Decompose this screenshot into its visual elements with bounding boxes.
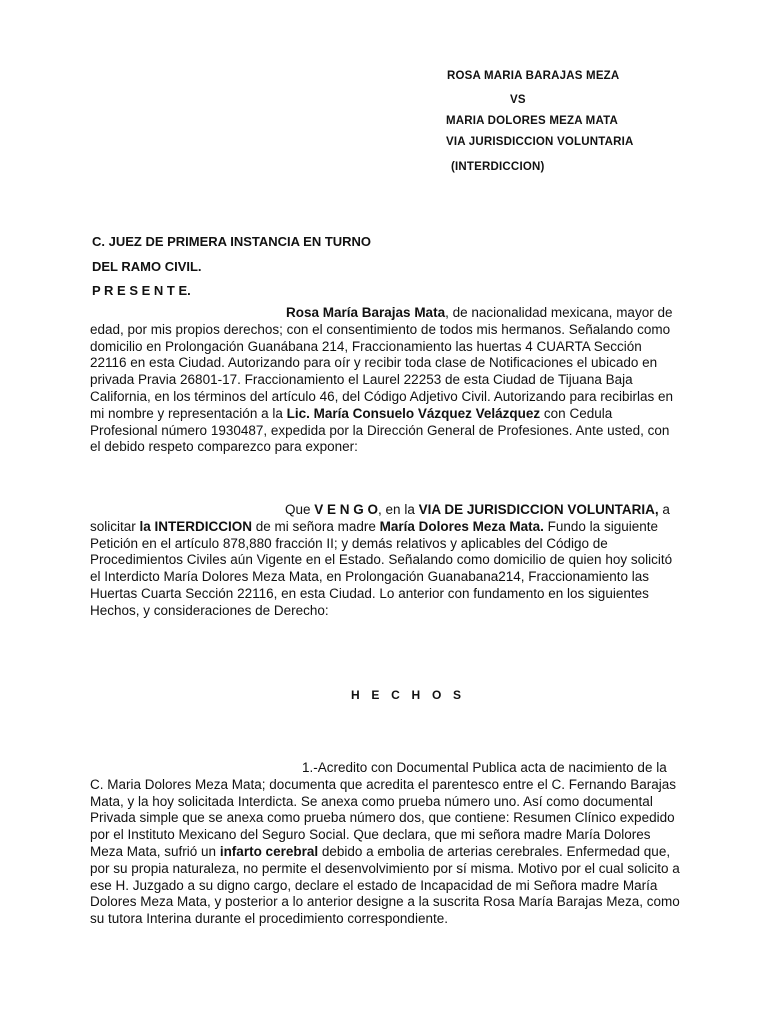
petition-paragraph [90, 502, 682, 620]
fact-1-paragraph [90, 760, 682, 928]
petition-interdiccion: la INTERDICCION [139, 518, 253, 534]
addressee-judge: C. JUEZ DE PRIMERA INSTANCIA EN TURNO [92, 234, 372, 249]
petition-text-4: de mi señora madre [252, 518, 380, 534]
petition-mother: María Dolores Meza Mata. [379, 518, 544, 534]
intro-text-2: con Cedula Profesional número 1930487, expedida por la Dirección General de Profesiones. Ante usted, con el debido respeto comparezco para exponer: [90, 405, 670, 455]
petition-via: VIA DE JURISDICCION VOLUNTARIA, [418, 502, 659, 517]
fact-1-text-1: 1.-Acredito con Documental Publica acta de nacimiento de la C. Maria Dolores Meza Mata; documenta que acredita el parentesco entre el C. Fernando Barajas Mata, y la hoy solicitada Interdicta. Se anexa como prueba número uno. Así como documental Privada simple que se anexa como prueba número dos, que contiene: Resumen Clínico expedido por el Instituto Mexicano del Seguro Social. Que declara, que mi señora madre María Dolores Meza Mata, sufrió un [90, 760, 677, 859]
petition-vengo: V E N G O [314, 502, 379, 517]
addressee-branch: DEL RAMO CIVIL. [92, 259, 202, 274]
petition-text-3: a solicitar [90, 502, 670, 534]
lawyer-name: Lic. María Consuelo Vázquez Velázquez [286, 405, 541, 421]
petition-text-2: , en la [378, 502, 419, 517]
caption-party-two: MARIA DOLORES MEZA MATA [446, 115, 618, 127]
caption-versus: VS [510, 94, 526, 106]
caption-party-one: ROSA MARIA BARAJAS MEZA [447, 70, 620, 82]
petition-text-5: Fundo la siguiente Petición en el artículo 878,880 fracción II; y demás relativos y aplicables del Código de Procedimientos Civiles aún Vigente en el Estado. Señalando como domicilio de quien hoy solicitó el Interdicto María Dolores Meza Mata, en Prolongación Guanabana214, Fraccionamiento las Huertas Cuarta Sección 22116, en esta Ciudad. Lo anterior con fundamento en los siguientes Hechos, y consideraciones de Derecho: [90, 518, 673, 618]
addressee-present: P R E S E N T E. [92, 283, 191, 298]
fact-1-bold: infarto cerebral [219, 843, 319, 859]
caption-matter: (INTERDICCION) [451, 161, 545, 173]
section-title-hechos: H E C H O S [351, 688, 466, 702]
fact-1-text-2: debido a embolia de arterias cerebrales. Enfermedad que, por su propia naturaleza, no permite el desenvolvimiento por sí misma. Motivo por el cual solicito a ese H. Juzgado a su digno cargo, declare el estado de Incapacidad de mi Señora madre María Dolores Meza Mata, y posterior a lo anterior designe a la suscrita Rosa María Barajas Meza, como su tutora Interina durante el procedimiento correspondiente. [90, 843, 680, 927]
caption-procedure: VIA JURISDICCION VOLUNTARIA [446, 136, 634, 148]
petitioner-name: Rosa María Barajas Mata [286, 305, 446, 320]
intro-paragraph [90, 305, 682, 456]
petition-text-1: Que [285, 502, 315, 517]
intro-text-1: , de nacionalidad mexicana, mayor de edad, por mis propios derechos; con el consentimiento de todos mis hermanos. Señalando como domicilio en Prolongación Guanábana 214, Fraccionamiento las huertas 4 CUARTA Sección 22116 en esta Ciudad. Autorizando para oír y recibir toda clase de Notificaciones el ubicado en privada Pravia 26801-17. Fraccionamiento el Laurel 22253 de esta Ciudad de Tijuana Baja California, en los términos del artículo 46, del Código Adjetivo Civil. Autorizando para recibirlas en mi nombre y representación a la [90, 305, 674, 421]
